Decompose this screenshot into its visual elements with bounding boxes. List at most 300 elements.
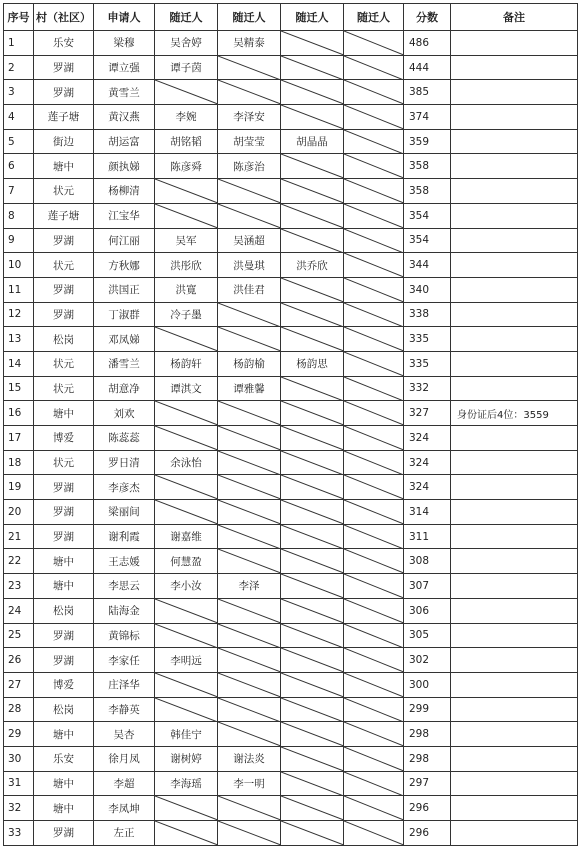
cell-companion-3: 杨韵思 bbox=[281, 351, 344, 376]
empty-cell-slash bbox=[218, 648, 280, 672]
cell-companion-2: 陈彦治 bbox=[218, 154, 281, 179]
cell-no: 3 bbox=[4, 80, 34, 105]
empty-cell-slash bbox=[218, 204, 280, 228]
cell-village: 状元 bbox=[34, 450, 94, 475]
cell-companion-1: 李海瑶 bbox=[155, 771, 218, 796]
empty-cell-slash bbox=[344, 105, 403, 129]
cell-note bbox=[451, 129, 578, 154]
cell-applicant: 颜执娣 bbox=[94, 154, 155, 179]
empty-cell-slash bbox=[344, 475, 403, 499]
cell-village: 状元 bbox=[34, 253, 94, 278]
cell-village: 罗湖 bbox=[34, 500, 94, 525]
cell-no: 32 bbox=[4, 796, 34, 821]
empty-cell-slash bbox=[281, 401, 343, 425]
cell-village: 罗湖 bbox=[34, 623, 94, 648]
empty-cell-slash bbox=[344, 179, 403, 203]
empty-cell-slash bbox=[344, 56, 403, 80]
table-row bbox=[4, 376, 578, 401]
cell-companion-4 bbox=[344, 574, 404, 599]
cell-companion-4 bbox=[344, 351, 404, 376]
empty-cell-slash bbox=[155, 821, 217, 845]
cell-no: 2 bbox=[4, 55, 34, 80]
cell-note bbox=[451, 697, 578, 722]
cell-village: 塘中 bbox=[34, 771, 94, 796]
cell-companion-4 bbox=[344, 154, 404, 179]
cell-note bbox=[451, 351, 578, 376]
cell-companion-1 bbox=[155, 500, 218, 525]
cell-applicant: 陈蕊蕊 bbox=[94, 426, 155, 451]
cell-companion-4 bbox=[344, 549, 404, 574]
cell-score: 300 bbox=[404, 672, 451, 697]
cell-score: 358 bbox=[404, 179, 451, 204]
cell-companion-1: 李婉 bbox=[155, 105, 218, 130]
table-row bbox=[4, 327, 578, 352]
empty-cell-slash bbox=[218, 673, 280, 697]
table-row bbox=[4, 475, 578, 500]
cell-village: 乐安 bbox=[34, 31, 94, 56]
cell-companion-4 bbox=[344, 475, 404, 500]
cell-companion-4 bbox=[344, 401, 404, 426]
cell-companion-4 bbox=[344, 253, 404, 278]
empty-cell-slash bbox=[218, 624, 280, 648]
cell-note bbox=[451, 450, 578, 475]
cell-companion-1: 吴舍婷 bbox=[155, 31, 218, 56]
cell-companion-4 bbox=[344, 598, 404, 623]
cell-note bbox=[451, 277, 578, 302]
empty-cell-slash bbox=[155, 673, 217, 697]
empty-cell-slash bbox=[281, 278, 343, 302]
cell-no: 18 bbox=[4, 450, 34, 475]
cell-companion-4 bbox=[344, 771, 404, 796]
empty-cell-slash bbox=[218, 796, 280, 820]
cell-companion-2: 吴涵超 bbox=[218, 228, 281, 253]
cell-companion-3 bbox=[281, 821, 344, 846]
cell-score: 305 bbox=[404, 623, 451, 648]
cell-score: 324 bbox=[404, 450, 451, 475]
header-note: 备注 bbox=[451, 4, 578, 31]
cell-applicant: 谭立强 bbox=[94, 55, 155, 80]
cell-no: 15 bbox=[4, 376, 34, 401]
empty-cell-slash bbox=[281, 722, 343, 746]
cell-score: 444 bbox=[404, 55, 451, 80]
cell-companion-1: 谢树婷 bbox=[155, 746, 218, 771]
cell-village: 罗湖 bbox=[34, 302, 94, 327]
empty-cell-slash bbox=[344, 401, 403, 425]
cell-note bbox=[451, 771, 578, 796]
cell-companion-3 bbox=[281, 549, 344, 574]
cell-note bbox=[451, 524, 578, 549]
header-village: 村（社区） bbox=[34, 4, 94, 31]
cell-companion-4 bbox=[344, 648, 404, 673]
empty-cell-slash bbox=[344, 747, 403, 771]
cell-companion-1 bbox=[155, 401, 218, 426]
cell-no: 6 bbox=[4, 154, 34, 179]
cell-applicant: 李思云 bbox=[94, 574, 155, 599]
cell-no: 30 bbox=[4, 746, 34, 771]
empty-cell-slash bbox=[281, 574, 343, 598]
cell-companion-1 bbox=[155, 796, 218, 821]
cell-companion-3 bbox=[281, 55, 344, 80]
cell-companion-4 bbox=[344, 105, 404, 130]
cell-note bbox=[451, 55, 578, 80]
empty-cell-slash bbox=[155, 475, 217, 499]
empty-cell-slash bbox=[281, 303, 343, 327]
cell-no: 17 bbox=[4, 426, 34, 451]
table-row bbox=[4, 722, 578, 747]
cell-companion-1 bbox=[155, 327, 218, 352]
cell-companion-3 bbox=[281, 722, 344, 747]
cell-companion-3 bbox=[281, 31, 344, 56]
table-row bbox=[4, 228, 578, 253]
cell-applicant: 罗日清 bbox=[94, 450, 155, 475]
cell-note bbox=[451, 80, 578, 105]
cell-applicant: 何江丽 bbox=[94, 228, 155, 253]
cell-companion-1 bbox=[155, 821, 218, 846]
cell-companion-3 bbox=[281, 598, 344, 623]
table-row bbox=[4, 697, 578, 722]
cell-village: 罗湖 bbox=[34, 55, 94, 80]
cell-score: 297 bbox=[404, 771, 451, 796]
cell-village: 博爱 bbox=[34, 426, 94, 451]
cell-village: 罗湖 bbox=[34, 277, 94, 302]
table-row bbox=[4, 771, 578, 796]
cell-applicant: 邓凤娣 bbox=[94, 327, 155, 352]
empty-cell-slash bbox=[281, 327, 343, 351]
cell-companion-3 bbox=[281, 179, 344, 204]
cell-companion-3 bbox=[281, 401, 344, 426]
empty-cell-slash bbox=[281, 599, 343, 623]
empty-cell-slash bbox=[344, 327, 403, 351]
cell-village: 罗湖 bbox=[34, 648, 94, 673]
empty-cell-slash bbox=[281, 31, 343, 55]
cell-score: 298 bbox=[404, 722, 451, 747]
cell-village: 松岗 bbox=[34, 697, 94, 722]
cell-companion-1 bbox=[155, 672, 218, 697]
empty-cell-slash bbox=[344, 796, 403, 820]
cell-companion-1: 冷子墨 bbox=[155, 302, 218, 327]
cell-score: 344 bbox=[404, 253, 451, 278]
cell-score: 332 bbox=[404, 376, 451, 401]
empty-cell-slash bbox=[218, 722, 280, 746]
cell-applicant: 李家任 bbox=[94, 648, 155, 673]
cell-companion-2 bbox=[218, 426, 281, 451]
cell-village: 街边 bbox=[34, 129, 94, 154]
cell-note bbox=[451, 722, 578, 747]
cell-score: 338 bbox=[404, 302, 451, 327]
empty-cell-slash bbox=[155, 80, 217, 104]
cell-note bbox=[451, 228, 578, 253]
cell-companion-4 bbox=[344, 821, 404, 846]
empty-cell-slash bbox=[218, 500, 280, 524]
cell-score: 359 bbox=[404, 129, 451, 154]
table-row bbox=[4, 450, 578, 475]
cell-no: 1 bbox=[4, 31, 34, 56]
cell-companion-2 bbox=[218, 450, 281, 475]
table-row bbox=[4, 524, 578, 549]
cell-score: 340 bbox=[404, 277, 451, 302]
cell-note bbox=[451, 796, 578, 821]
table-row bbox=[4, 253, 578, 278]
cell-no: 14 bbox=[4, 351, 34, 376]
table-row bbox=[4, 500, 578, 525]
cell-score: 385 bbox=[404, 80, 451, 105]
cell-no: 20 bbox=[4, 500, 34, 525]
table-row bbox=[4, 549, 578, 574]
cell-score: 296 bbox=[404, 821, 451, 846]
cell-companion-4 bbox=[344, 796, 404, 821]
empty-cell-slash bbox=[281, 179, 343, 203]
cell-no: 13 bbox=[4, 327, 34, 352]
cell-companion-2 bbox=[218, 500, 281, 525]
cell-score: 302 bbox=[404, 648, 451, 673]
empty-cell-slash bbox=[344, 154, 403, 178]
table-row bbox=[4, 574, 578, 599]
table-row bbox=[4, 351, 578, 376]
cell-companion-3 bbox=[281, 203, 344, 228]
empty-cell-slash bbox=[218, 80, 280, 104]
cell-no: 28 bbox=[4, 697, 34, 722]
cell-companion-3 bbox=[281, 376, 344, 401]
empty-cell-slash bbox=[344, 673, 403, 697]
cell-village: 塘中 bbox=[34, 549, 94, 574]
empty-cell-slash bbox=[155, 179, 217, 203]
empty-cell-slash bbox=[281, 549, 343, 573]
empty-cell-slash bbox=[155, 401, 217, 425]
cell-score: 335 bbox=[404, 351, 451, 376]
empty-cell-slash bbox=[344, 377, 403, 401]
empty-cell-slash bbox=[344, 204, 403, 228]
table-row bbox=[4, 746, 578, 771]
header-score: 分数 bbox=[404, 4, 451, 31]
cell-score: 308 bbox=[404, 549, 451, 574]
empty-cell-slash bbox=[155, 327, 217, 351]
empty-cell-slash bbox=[344, 278, 403, 302]
cell-companion-2 bbox=[218, 821, 281, 846]
cell-companion-4 bbox=[344, 129, 404, 154]
empty-cell-slash bbox=[155, 698, 217, 722]
empty-cell-slash bbox=[344, 722, 403, 746]
table-row bbox=[4, 796, 578, 821]
cell-companion-4 bbox=[344, 746, 404, 771]
cell-applicant: 黄锦标 bbox=[94, 623, 155, 648]
cell-companion-2 bbox=[218, 722, 281, 747]
cell-companion-2: 李泽安 bbox=[218, 105, 281, 130]
cell-village: 莲子塘 bbox=[34, 203, 94, 228]
cell-companion-4 bbox=[344, 500, 404, 525]
empty-cell-slash bbox=[344, 624, 403, 648]
cell-companion-2 bbox=[218, 672, 281, 697]
cell-companion-2 bbox=[218, 697, 281, 722]
cell-companion-2 bbox=[218, 623, 281, 648]
cell-companion-1: 洪彤欣 bbox=[155, 253, 218, 278]
cell-score: 358 bbox=[404, 154, 451, 179]
table-row bbox=[4, 31, 578, 56]
cell-no: 33 bbox=[4, 821, 34, 846]
empty-cell-slash bbox=[344, 31, 403, 55]
table-row bbox=[4, 426, 578, 451]
empty-cell-slash bbox=[344, 648, 403, 672]
header-companion-1: 随迁人 bbox=[155, 4, 218, 31]
cell-companion-4 bbox=[344, 426, 404, 451]
empty-cell-slash bbox=[281, 673, 343, 697]
empty-cell-slash bbox=[281, 772, 343, 796]
cell-applicant: 方秋娜 bbox=[94, 253, 155, 278]
empty-cell-slash bbox=[281, 500, 343, 524]
cell-companion-3 bbox=[281, 648, 344, 673]
cell-applicant: 王志媛 bbox=[94, 549, 155, 574]
cell-companion-2: 谢法炎 bbox=[218, 746, 281, 771]
cell-note bbox=[451, 623, 578, 648]
cell-companion-2 bbox=[218, 524, 281, 549]
cell-note bbox=[451, 105, 578, 130]
cell-companion-1: 胡铭韬 bbox=[155, 129, 218, 154]
cell-companion-2 bbox=[218, 475, 281, 500]
empty-cell-slash bbox=[218, 327, 280, 351]
cell-no: 12 bbox=[4, 302, 34, 327]
cell-companion-1 bbox=[155, 80, 218, 105]
cell-no: 10 bbox=[4, 253, 34, 278]
cell-companion-4 bbox=[344, 376, 404, 401]
empty-cell-slash bbox=[155, 426, 217, 450]
cell-village: 塘中 bbox=[34, 722, 94, 747]
empty-cell-slash bbox=[218, 303, 280, 327]
empty-cell-slash bbox=[218, 549, 280, 573]
cell-companion-2 bbox=[218, 401, 281, 426]
table-row bbox=[4, 598, 578, 623]
table-row bbox=[4, 55, 578, 80]
empty-cell-slash bbox=[281, 747, 343, 771]
cell-companion-3 bbox=[281, 277, 344, 302]
cell-companion-1: 吴军 bbox=[155, 228, 218, 253]
cell-companion-3 bbox=[281, 672, 344, 697]
cell-note bbox=[451, 302, 578, 327]
empty-cell-slash bbox=[281, 648, 343, 672]
cell-note bbox=[451, 179, 578, 204]
cell-score: 298 bbox=[404, 746, 451, 771]
cell-no: 11 bbox=[4, 277, 34, 302]
cell-applicant: 庄泽华 bbox=[94, 672, 155, 697]
score-table bbox=[3, 3, 578, 846]
cell-applicant: 黄雪兰 bbox=[94, 80, 155, 105]
table-row bbox=[4, 277, 578, 302]
cell-companion-4 bbox=[344, 55, 404, 80]
cell-note bbox=[451, 746, 578, 771]
cell-note bbox=[451, 426, 578, 451]
cell-companion-3 bbox=[281, 450, 344, 475]
cell-companion-4 bbox=[344, 203, 404, 228]
empty-cell-slash bbox=[218, 451, 280, 475]
empty-cell-slash bbox=[281, 796, 343, 820]
empty-cell-slash bbox=[218, 599, 280, 623]
cell-village: 罗湖 bbox=[34, 80, 94, 105]
empty-cell-slash bbox=[344, 80, 403, 104]
cell-applicant: 胡运富 bbox=[94, 129, 155, 154]
cell-no: 23 bbox=[4, 574, 34, 599]
empty-cell-slash bbox=[218, 698, 280, 722]
cell-companion-4 bbox=[344, 302, 404, 327]
cell-companion-2 bbox=[218, 80, 281, 105]
empty-cell-slash bbox=[344, 574, 403, 598]
cell-village: 塘中 bbox=[34, 796, 94, 821]
cell-applicant: 陆海金 bbox=[94, 598, 155, 623]
cell-companion-2: 李泽 bbox=[218, 574, 281, 599]
empty-cell-slash bbox=[155, 500, 217, 524]
cell-village: 博爱 bbox=[34, 672, 94, 697]
cell-companion-4 bbox=[344, 697, 404, 722]
cell-village: 罗湖 bbox=[34, 524, 94, 549]
cell-village: 松岗 bbox=[34, 327, 94, 352]
empty-cell-slash bbox=[281, 154, 343, 178]
cell-score: 335 bbox=[404, 327, 451, 352]
cell-village: 莲子塘 bbox=[34, 105, 94, 130]
cell-companion-2 bbox=[218, 796, 281, 821]
cell-note bbox=[451, 203, 578, 228]
cell-note bbox=[451, 253, 578, 278]
cell-note bbox=[451, 574, 578, 599]
cell-companion-3 bbox=[281, 500, 344, 525]
cell-companion-1 bbox=[155, 179, 218, 204]
cell-companion-3 bbox=[281, 475, 344, 500]
cell-companion-1: 洪寛 bbox=[155, 277, 218, 302]
cell-companion-2 bbox=[218, 648, 281, 673]
cell-village: 罗湖 bbox=[34, 228, 94, 253]
cell-companion-2 bbox=[218, 327, 281, 352]
cell-applicant: 李彦杰 bbox=[94, 475, 155, 500]
cell-note bbox=[451, 549, 578, 574]
cell-note bbox=[451, 648, 578, 673]
cell-applicant: 丁淑群 bbox=[94, 302, 155, 327]
empty-cell-slash bbox=[218, 821, 280, 845]
cell-village: 松岗 bbox=[34, 598, 94, 623]
cell-applicant: 潘雪兰 bbox=[94, 351, 155, 376]
empty-cell-slash bbox=[218, 475, 280, 499]
cell-applicant: 徐月凤 bbox=[94, 746, 155, 771]
header-applicant: 申请人 bbox=[94, 4, 155, 31]
empty-cell-slash bbox=[155, 204, 217, 228]
cell-no: 9 bbox=[4, 228, 34, 253]
cell-no: 5 bbox=[4, 129, 34, 154]
empty-cell-slash bbox=[281, 377, 343, 401]
empty-cell-slash bbox=[218, 426, 280, 450]
cell-applicant: 李凤坤 bbox=[94, 796, 155, 821]
cell-no: 16 bbox=[4, 401, 34, 426]
empty-cell-slash bbox=[281, 426, 343, 450]
cell-score: 374 bbox=[404, 105, 451, 130]
empty-cell-slash bbox=[344, 352, 403, 376]
header-companion-3: 随迁人 bbox=[281, 4, 344, 31]
cell-companion-4 bbox=[344, 623, 404, 648]
cell-companion-3 bbox=[281, 426, 344, 451]
cell-applicant: 江宝华 bbox=[94, 203, 155, 228]
empty-cell-slash bbox=[344, 525, 403, 549]
cell-companion-2 bbox=[218, 549, 281, 574]
cell-companion-4 bbox=[344, 672, 404, 697]
cell-applicant: 左正 bbox=[94, 821, 155, 846]
cell-companion-3 bbox=[281, 771, 344, 796]
cell-score: 306 bbox=[404, 598, 451, 623]
cell-score: 314 bbox=[404, 500, 451, 525]
empty-cell-slash bbox=[218, 179, 280, 203]
cell-companion-1: 杨韵轩 bbox=[155, 351, 218, 376]
cell-companion-2 bbox=[218, 598, 281, 623]
cell-companion-1: 何慧盈 bbox=[155, 549, 218, 574]
cell-companion-2 bbox=[218, 55, 281, 80]
cell-companion-2 bbox=[218, 203, 281, 228]
cell-companion-1: 谭淇文 bbox=[155, 376, 218, 401]
cell-companion-1 bbox=[155, 623, 218, 648]
cell-note bbox=[451, 821, 578, 846]
cell-companion-2 bbox=[218, 179, 281, 204]
